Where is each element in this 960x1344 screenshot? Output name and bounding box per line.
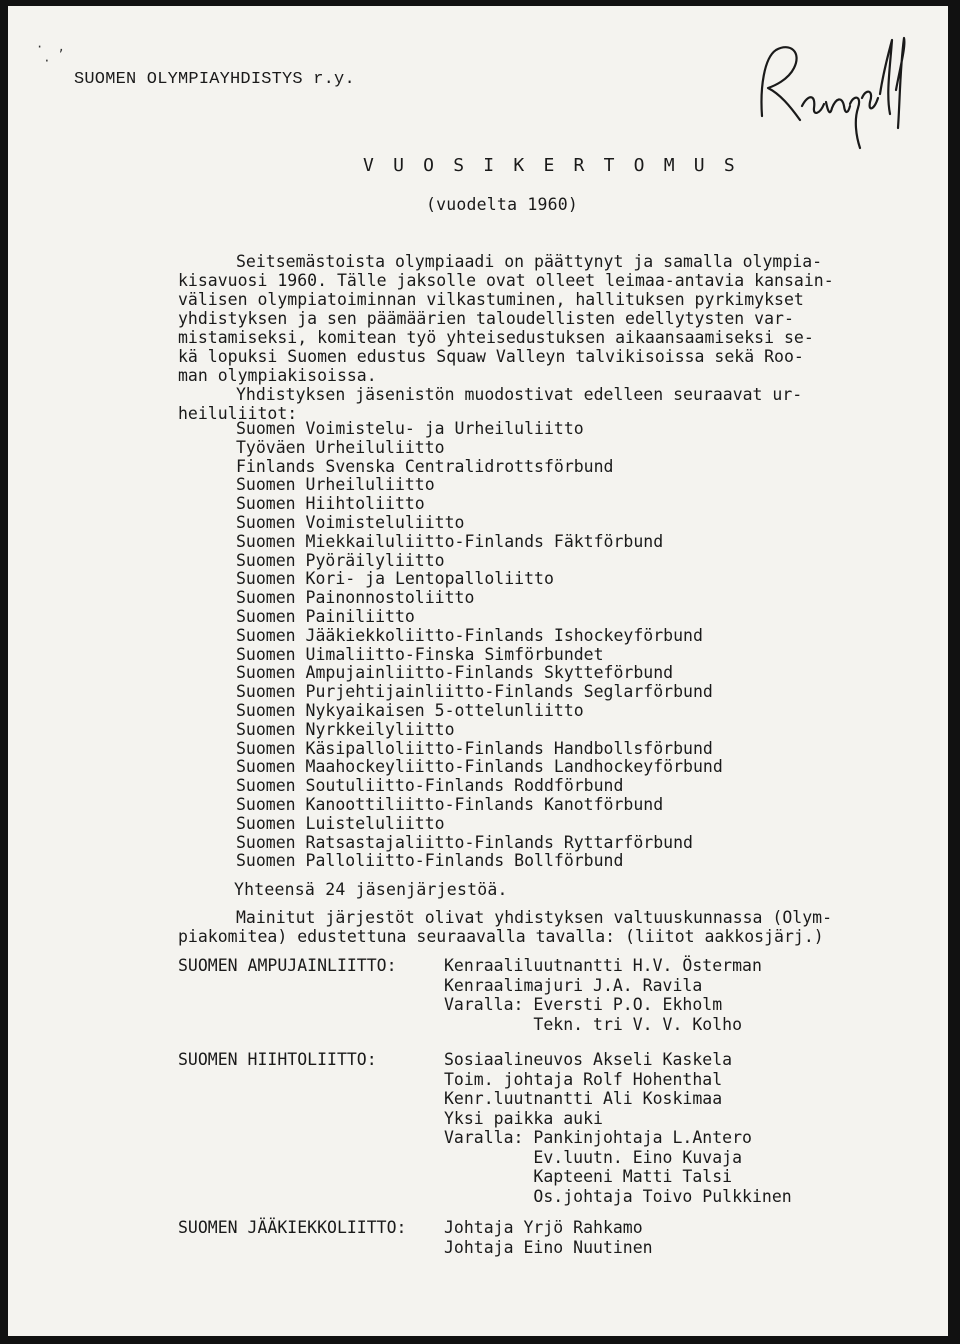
organization-name: SUOMEN OLYMPIAYHDISTYS r.y. (74, 70, 355, 89)
list-item: Työväen Urheiluliitto (236, 437, 445, 457)
list-item: Suomen Jääkiekkoliitto-Finlands Ishockeyförbund (236, 625, 703, 645)
section-label: SUOMEN AMPUJAINLIITTO: (178, 956, 397, 975)
intro-line: Seitsemästoista olympiaadi on päättynyt ja samalla olympia- (236, 252, 823, 271)
intro-line: kisavuosi 1960. Tälle jaksolle ovat olleet leimaa-antavia kansain- (178, 271, 834, 290)
member-line: Tekn. tri V. V. Kolho (444, 1014, 743, 1034)
list-item: Suomen Luisteluliitto (236, 813, 445, 833)
member-line: Kenraalimajuri J.A. Ravila (444, 975, 703, 995)
list-item: Suomen Hiihtoliitto (236, 494, 425, 514)
member-line: Ev.luutn. Eino Kuvaja (444, 1147, 743, 1167)
list-item: Suomen Painonnostoliitto (236, 588, 475, 608)
member-total: Yhteensä 24 jäsenjärjestöä. (234, 880, 508, 899)
section-members (444, 1050, 792, 1206)
section-members (444, 956, 762, 1034)
member-line: Os.johtaja Toivo Pulkkinen (444, 1186, 792, 1206)
committee-intro-line: Mainitut järjestöt olivat yhdistyksen valtuuskunnassa (Olym- (236, 908, 833, 927)
list-item: Suomen Maahockeyliitto-Finlands Landhockeyförbund (236, 757, 723, 777)
intro-paragraph (178, 252, 938, 423)
committee-paragraph (178, 908, 938, 946)
list-item: Finlands Svenska Centralidrottsförbund (236, 456, 614, 476)
list-item: Suomen Kanoottiliitto-Finlands Kanotförbund (236, 794, 664, 814)
member-line: Varalla: Eversti P.O. Ekholm (444, 995, 723, 1014)
list-item: Suomen Nykyaikaisen 5-ottelunliitto (236, 700, 584, 720)
list-item: Suomen Voimisteluliitto (236, 512, 465, 532)
list-item: Suomen Voimistelu- ja Urheiluliitto (236, 419, 584, 438)
list-item: Suomen Pyöräilyliitto (236, 550, 445, 570)
members-intro-line: heiluliitot: (178, 404, 298, 423)
member-line: Kenr.luutnantti Ali Koskimaa (444, 1089, 723, 1108)
member-line: Johtaja Yrjö Rahkamo (444, 1218, 643, 1237)
intro-line: välisen olympiatoiminnan vilkastuminen, hallituksen pyrkimykset (178, 290, 804, 309)
member-line: Toim. johtaja Rolf Hohenthal (444, 1069, 723, 1089)
list-item: Suomen Nyrkkeilyliitto (236, 719, 455, 739)
document-title: V U O S I K E R T O M U S (363, 155, 739, 176)
list-item: Suomen Soutuliitto-Finlands Roddförbund (236, 776, 624, 796)
list-item: Suomen Ampujainliitto-Finlands Skytteförbund (236, 663, 674, 683)
list-item: Suomen Urheiluliitto (236, 475, 435, 495)
list-item: Suomen Miekkailuliitto-Finlands Fäktförbund (236, 531, 664, 551)
member-line: Sosiaalineuvos Akseli Kaskela (444, 1050, 733, 1069)
list-item: Suomen Palloliitto-Finlands Bollförbund (236, 851, 624, 871)
list-item: Suomen Käsipalloliitto-Finlands Handbollsförbund (236, 738, 713, 758)
intro-line: kä lopuksi Suomen edustus Squaw Valleyn talvikisoissa sekä Roo- (178, 347, 804, 366)
intro-line: man olympiakisoissa. (178, 366, 377, 385)
handwritten-signature (750, 28, 910, 158)
document-page (8, 6, 948, 1336)
section-label: SUOMEN HIIHTOLIITTO: (178, 1050, 377, 1069)
list-item: Suomen Purjehtijainliitto-Finlands Seglarförbund (236, 682, 713, 702)
list-item: Suomen Uimaliitto-Finska Simförbundet (236, 644, 604, 664)
intro-line: mistamiseksi, komitean työ yhteisedustuksen aikaansaamiseksi se- (178, 328, 814, 347)
member-line: Johtaja Eino Nuutinen (444, 1237, 653, 1257)
punch-marks: · , · (36, 40, 65, 68)
section-members (444, 1218, 653, 1257)
section-label: SUOMEN JÄÄKIEKKOLIITTO: (178, 1218, 407, 1237)
member-line: Yksi paikka auki (444, 1108, 603, 1128)
committee-intro-line: piakomitea) edustettuna seuraavalla tavalla: (liitot aakkosjärj.) (178, 927, 824, 946)
federation-list (236, 420, 723, 871)
list-item: Suomen Kori- ja Lentopalloliitto (236, 569, 554, 589)
member-line: Varalla: Pankinjohtaja L.Antero (444, 1128, 752, 1147)
list-item: Suomen Painiliitto (236, 606, 415, 626)
list-item: Suomen Ratsastajaliitto-Finlands Ryttarförbund (236, 832, 693, 852)
document-subtitle: (vuodelta 1960) (426, 195, 579, 214)
intro-line: yhdistyksen ja sen päämäärien taloudellisten edellytysten var- (178, 309, 794, 328)
member-line: Kenraaliluutnantti H.V. Österman (444, 956, 762, 975)
member-line: Kapteeni Matti Talsi (444, 1167, 733, 1186)
members-intro-line: Yhdistyksen jäsenistön muodostivat edelleen seuraavat ur- (236, 385, 803, 404)
